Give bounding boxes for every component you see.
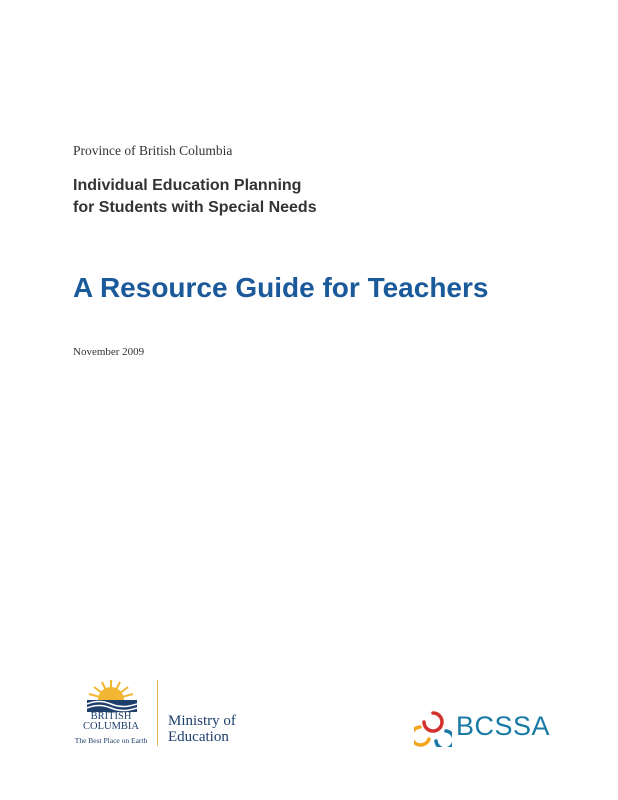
bc-sun-icon <box>85 678 137 712</box>
ministry-line-2: Education <box>168 729 229 745</box>
bc-wordmark-line-2: COLUMBIA <box>82 721 139 732</box>
ministry-label <box>168 713 236 745</box>
ministry-line-1: Ministry of <box>168 713 236 729</box>
bc-tagline: The Best Place on Earth <box>74 736 148 745</box>
bc-wordmark <box>70 712 152 732</box>
subtitle-line-2: for Students with Special Needs <box>73 199 317 216</box>
province-label: Province of British Columbia <box>73 143 233 158</box>
logo-divider <box>157 680 158 746</box>
document-title: A Resource Guide for Teachers <box>73 272 489 303</box>
document-subtitle <box>73 175 317 219</box>
subtitle-line-1: Individual Education Planning <box>73 177 302 194</box>
bcssa-rings-icon <box>414 709 452 747</box>
bc-government-logo <box>70 678 152 748</box>
publication-date: November 2009 <box>73 346 145 358</box>
bcssa-wordmark: BCSSA <box>456 711 551 741</box>
bc-wordmark-line-1: BRITISH <box>90 711 132 722</box>
